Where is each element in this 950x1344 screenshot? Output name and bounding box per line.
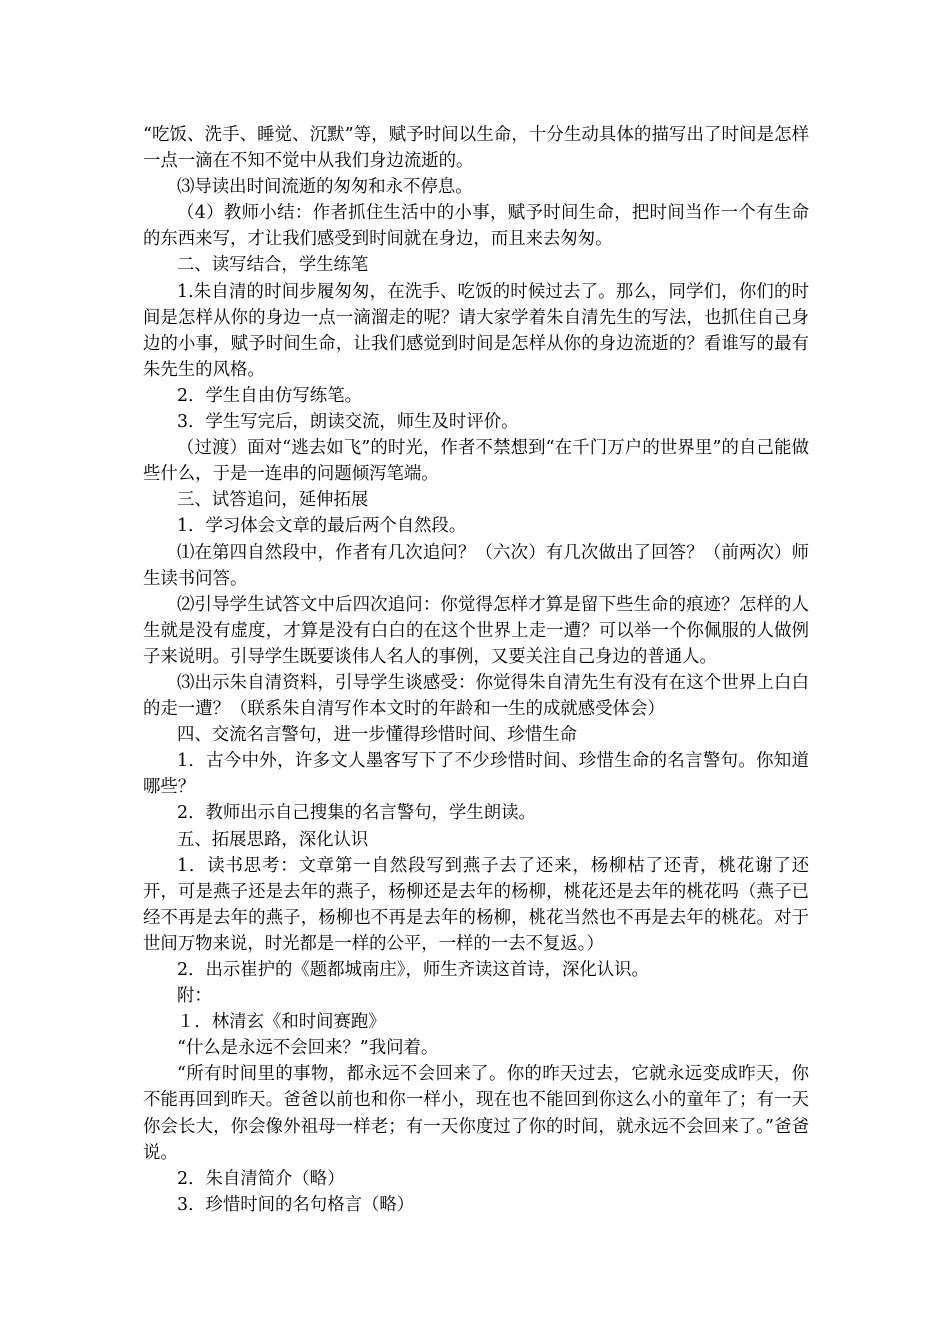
appendix-item-3: 3．珍惜时间的名句格言（略） (177, 1194, 415, 1215)
paragraph-step-3: ⑶导读出时间流逝的匆匆和永不停息。 (177, 177, 473, 198)
paragraph-item-1: 1．读书思考：文章第一自然段写到燕子去了还来，杨柳枯了还青，桃花谢了还开，可是燕子还是去年的燕子，杨柳还是去年的杨柳，桃花还是去年的桃花吗（燕子已经不再是去年的燕子，杨柳也不再是去年的杨柳，桃花当然也不再是去年的桃花。对于世间万物来说，时光都是一样的公平，一样的一去不复返。） (143, 855, 809, 954)
appendix-label: 附： (177, 986, 212, 1007)
quote-answer: “所有时间里的事物，都永远不会回来了。你的昨天过去，它就永远变成昨天，你不能再回到昨天。爸爸以前也和你一样小，现在也不能回到你这么小的童年了；有一天你会长大，你会像外祖母一样老；有一天你度过了你的时间，就永远不会回来了。”爸爸说。 (143, 1064, 809, 1163)
paragraph-continuation: “吃饭、洗手、睡觉、沉默”等，赋予时间以生命，十分生动具体的描写出了时间是怎样一点一滴在不知不觉中从我们身边流逝的。 (143, 125, 809, 172)
section-heading-4: 四、交流名言警句，进一步懂得珍惜时间、珍惜生命 (177, 725, 577, 746)
section-heading-2: 二、读写结合，学生练笔 (177, 255, 369, 276)
appendix-item-1: １．林清玄《和时间赛跑》 (177, 1012, 386, 1033)
paragraph-sub-1: ⑴在第四自然段中，作者有几次追问？（六次）有几次做出了回答？（前两次）师生读书问答。 (143, 542, 809, 589)
paragraph-item-1: 1．学习体会文章的最后两个自然段。 (177, 516, 467, 537)
document-page (143, 122, 809, 1218)
paragraph-teacher-summary: （4）教师小结：作者抓住生活中的小事，赋予时间生命，把时间当作一个有生命的东西来写，才让我们感受到时间就在身边，而且来去匆匆。 (143, 203, 809, 250)
quote-question: “什么是永远不会回来？”我问着。 (177, 1038, 439, 1059)
paragraph-item-1: 1.朱自清的时间步履匆匆，在洗手、吃饭的时候过去了。那么，同学们，你们的时间是怎样从你的身边一点一滴溜走的呢？请大家学着朱自清先生的写法，也抓住自己身边的小事，赋予时间生命，让我们感觉到时间是怎样从你的身边流逝的？看谁写的最有朱先生的风格。 (143, 281, 809, 380)
section-heading-3: 三、试答追问，延伸拓展 (177, 490, 369, 511)
paragraph-item-2: 2．学生自由仿写练笔。 (177, 385, 362, 406)
paragraph-item-3: 3．学生写完后，朗读交流，师生及时评价。 (177, 412, 519, 433)
appendix-item-2: 2．朱自清简介（略） (177, 1168, 345, 1189)
paragraph-item-2: 2．教师出示自己搜集的名言警句，学生朗读。 (177, 803, 536, 824)
section-heading-5: 五、拓展思路，深化认识 (177, 829, 369, 850)
paragraph-item-1: 1．古今中外，许多文人墨客写下了不少珍惜时间、珍惜生命的名言警句。你知道哪些？ (143, 751, 809, 798)
paragraph-sub-3: ⑶出示朱自清资料，引导学生谈感受：你觉得朱自清先生有没有在这个世界上白白的走一遭？（联系朱自清写作本文时的年龄和一生的成就感受体会） (143, 672, 809, 720)
paragraph-sub-2: ⑵引导学生试答文中后四次追问：你觉得怎样才算是留下些生命的痕迹？怎样的人生就是没有虚度，才算是没有白白的在这个世界上走一遭？可以举一个你佩服的人做例子来说明。引导学生既要谈伟人名人的事例，又要关注自己身边的普通人。 (143, 594, 809, 667)
paragraph-item-2: 2．出示崔护的《题都城南庄》，师生齐读这首诗，深化认识。 (177, 960, 649, 980)
paragraph-transition: （过渡）面对“逃去如飞”的时光，作者不禁想到“在千门万户的世界里”的自己能做些什么，于是一连串的问题倾泻笔端。 (143, 438, 809, 485)
